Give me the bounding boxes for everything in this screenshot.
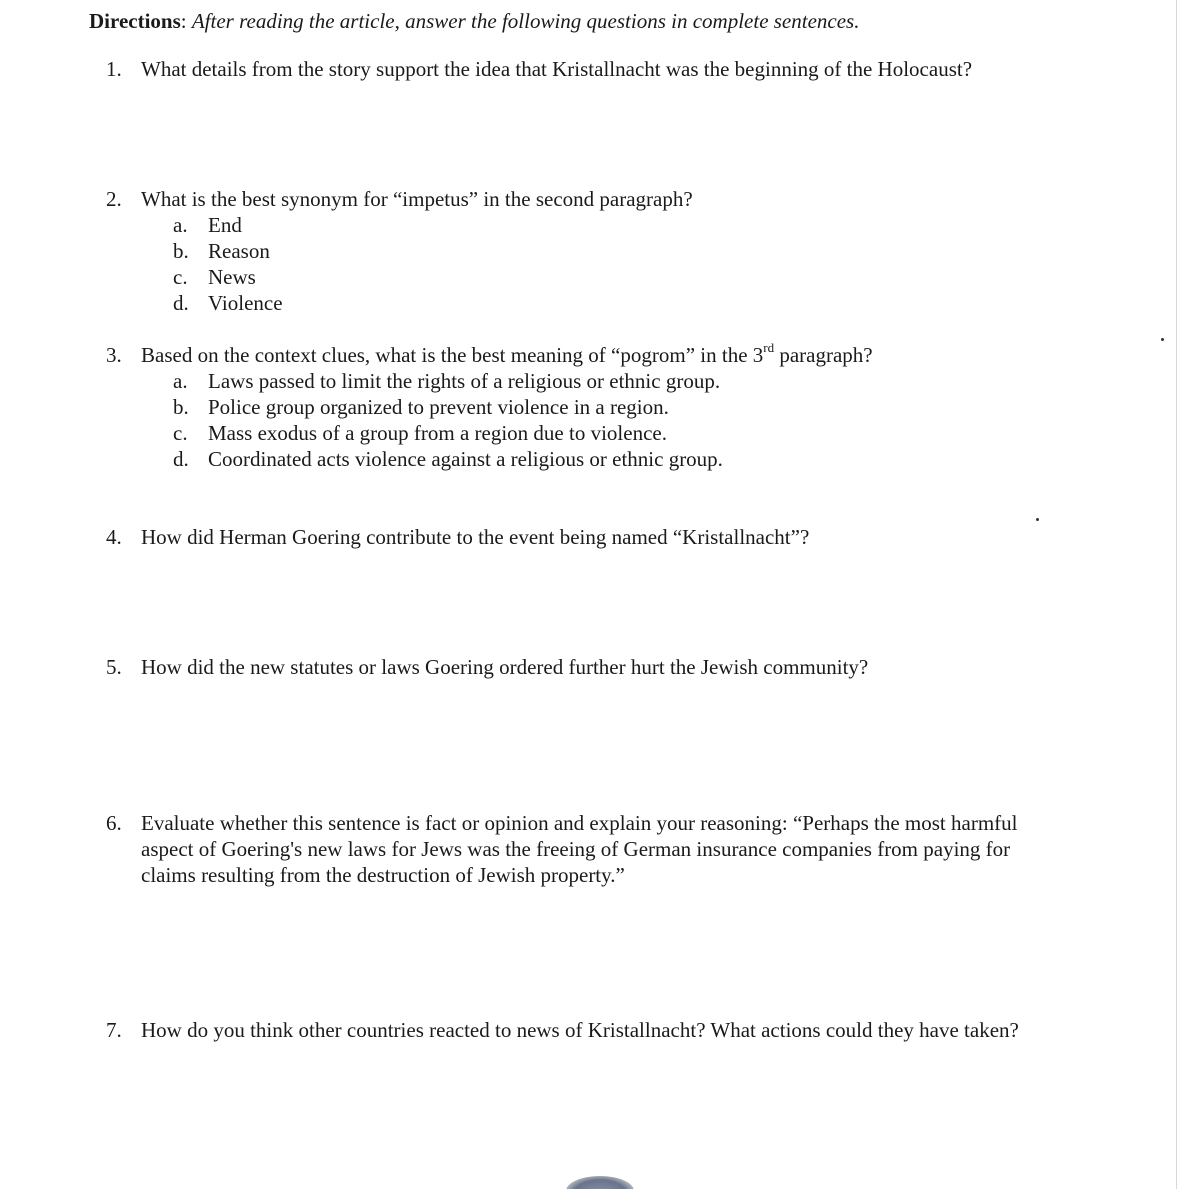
question-number: 3. <box>106 343 122 367</box>
option-text: News <box>208 265 256 289</box>
option-letter: d. <box>173 291 189 315</box>
option-letter: a. <box>173 369 188 393</box>
question-number: 5. <box>106 655 122 679</box>
question-number: 4. <box>106 525 122 549</box>
question-text <box>141 342 1066 368</box>
question-text: How do you think other countries reacted to news of Kristallnacht? What actions could they have taken? <box>141 1018 1019 1042</box>
answer-options <box>173 212 1066 316</box>
option-text: Coordinated acts violence against a religious or ethnic group. <box>208 447 723 471</box>
question-6 <box>106 810 1061 888</box>
answer-options <box>173 368 1066 472</box>
option-text: Mass exodus of a group from a region due to violence. <box>208 421 667 445</box>
scan-speck <box>1036 518 1039 521</box>
option-text: Violence <box>208 291 283 315</box>
option-letter: c. <box>173 421 188 445</box>
option-b <box>173 238 1066 264</box>
question-text: How did Herman Goering contribute to the event being named “Kristallnacht”? <box>141 525 810 549</box>
option-text: Laws passed to limit the rights of a religious or ethnic group. <box>208 369 721 393</box>
question-text: How did the new statutes or laws Goering ordered further hurt the Jewish community? <box>141 655 869 679</box>
question-number: 6. <box>106 811 122 835</box>
question-1 <box>106 56 1066 82</box>
question-text: What is the best synonym for “impetus” in the second paragraph? <box>141 187 693 211</box>
question-number: 2. <box>106 187 122 211</box>
question-2 <box>106 186 1066 337</box>
question-7 <box>106 1017 1036 1043</box>
option-c <box>173 264 1066 290</box>
option-c <box>173 420 1066 446</box>
partial-image-edge <box>566 1176 634 1189</box>
question-text-start: Based on the context clues, what is the best meaning of “pogrom” in the 3 <box>141 343 764 367</box>
ordinal-superscript: rd <box>763 340 775 355</box>
option-a <box>173 368 1066 394</box>
question-5 <box>106 654 1066 680</box>
option-d <box>173 290 1066 316</box>
question-4 <box>106 524 1066 550</box>
option-letter: d. <box>173 447 189 471</box>
question-text: Evaluate whether this sentence is fact or opinion and explain your reasoning: “Perhaps the most harmful aspect of Goering's new laws for Jews was the freeing of German insurance companies from paying for claims resulting from the destruction of Jewish property.” <box>141 811 1018 887</box>
question-text-end: paragraph? <box>774 343 873 367</box>
option-text: End <box>208 213 242 237</box>
option-d <box>173 446 1066 472</box>
question-number: 1. <box>106 57 122 81</box>
question-number: 7. <box>106 1018 122 1042</box>
option-text: Reason <box>208 239 270 263</box>
option-b <box>173 394 1066 420</box>
scan-speck <box>1161 338 1164 341</box>
scan-edge-line <box>1176 0 1177 1189</box>
directions <box>89 8 859 34</box>
question-text: What details from the story support the idea that Kristallnacht was the beginning of the Holocaust? <box>141 57 973 81</box>
directions-text: After reading the article, answer the following questions in complete sentences. <box>191 9 860 33</box>
option-letter: a. <box>173 213 188 237</box>
directions-label: Directions <box>89 9 181 33</box>
option-letter: c. <box>173 265 188 289</box>
option-text: Police group organized to prevent violence in a region. <box>208 395 669 419</box>
option-letter: b. <box>173 239 189 263</box>
option-a <box>173 212 1066 238</box>
option-letter: b. <box>173 395 189 419</box>
question-3 <box>106 342 1066 493</box>
directions-colon: : <box>180 9 187 33</box>
